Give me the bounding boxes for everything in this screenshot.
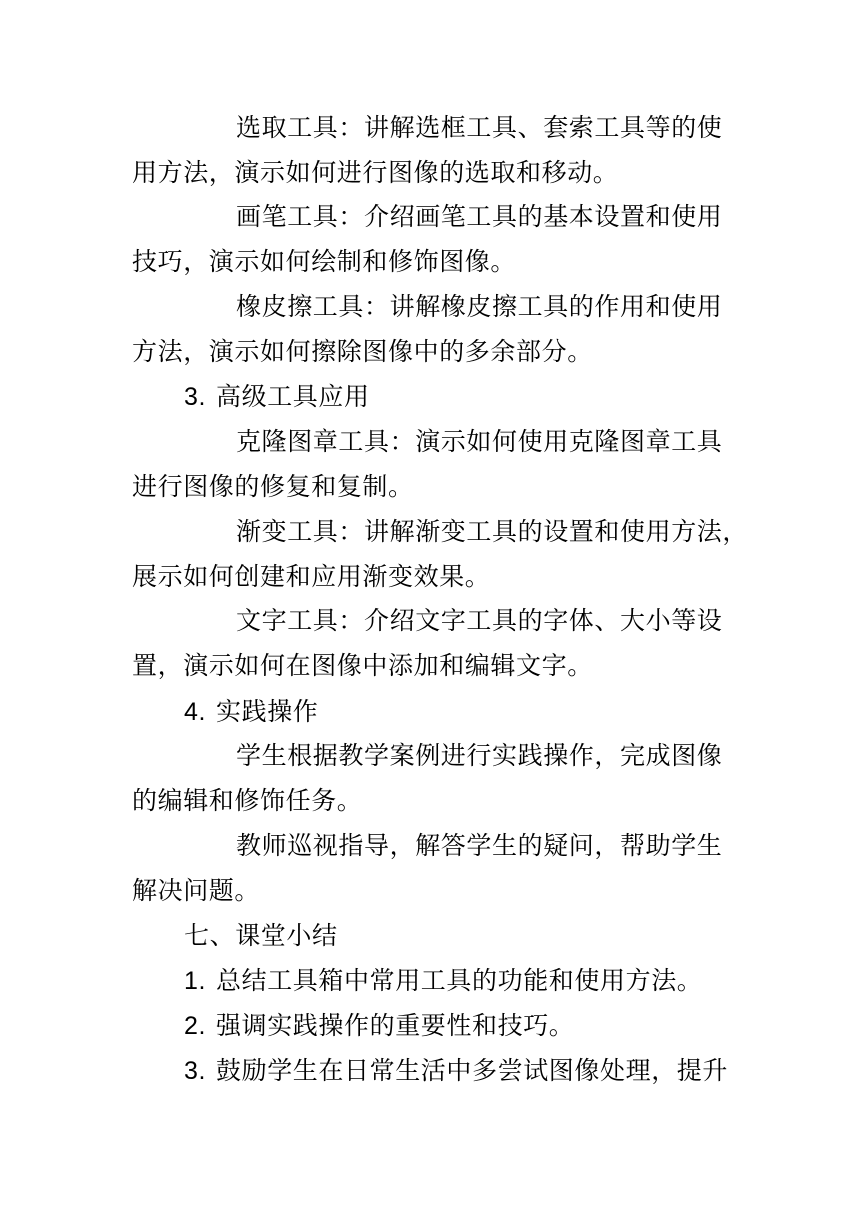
list-item-text: 总结工具箱中常用工具的功能和使用方法。 xyxy=(216,966,703,995)
paragraph-line: 技巧，演示如何绘制和修饰图像。 xyxy=(132,247,517,276)
paragraph-line: 画笔工具：介绍画笔工具的基本设置和使用 xyxy=(236,202,723,231)
paragraph-line: 克隆图章工具：演示如何使用克隆图章工具 xyxy=(236,427,723,456)
list-item xyxy=(184,1056,784,1086)
list-number: 1. xyxy=(184,967,207,995)
list-item xyxy=(184,1011,784,1041)
list-item-text: 强调实践操作的重要性和技巧。 xyxy=(216,1011,575,1040)
numbered-heading xyxy=(184,697,784,727)
paragraph-line: 的编辑和修饰任务。 xyxy=(132,786,363,815)
heading-text: 实践操作 xyxy=(216,697,319,726)
paragraph-line: 教师巡视指导，解答学生的疑问，帮助学生 xyxy=(236,831,723,860)
heading-text: 高级工具应用 xyxy=(216,382,370,411)
numbered-heading xyxy=(184,382,784,412)
paragraph-line: 文字工具：介绍文字工具的字体、大小等设 xyxy=(236,606,723,635)
paragraph-line: 进行图像的修复和复制。 xyxy=(132,472,414,501)
paragraph-line: 渐变工具：讲解渐变工具的设置和使用方法， xyxy=(236,517,749,546)
paragraph-line: 用方法，演示如何进行图像的选取和移动。 xyxy=(132,158,619,187)
list-number: 2. xyxy=(184,1012,207,1040)
paragraph-line: 学生根据教学案例进行实践操作，完成图像 xyxy=(236,741,723,770)
paragraph-line: 方法，演示如何擦除图像中的多余部分。 xyxy=(132,337,593,366)
list-item xyxy=(184,966,784,996)
list-number: 3. xyxy=(184,383,207,411)
paragraph-line: 解决问题。 xyxy=(132,876,261,905)
list-number: 4. xyxy=(184,698,207,726)
list-number: 3. xyxy=(184,1057,207,1085)
paragraph-line: 置，演示如何在图像中添加和编辑文字。 xyxy=(132,651,593,680)
paragraph-line: 选取工具：讲解选框工具、套索工具等的使 xyxy=(236,113,723,142)
paragraph-line: 展示如何创建和应用渐变效果。 xyxy=(132,562,491,591)
paragraph-line: 橡皮擦工具：讲解橡皮擦工具的作用和使用 xyxy=(236,292,723,321)
list-item-text: 鼓励学生在日常生活中多尝试图像处理，提升 xyxy=(216,1056,729,1085)
section-heading: 七、课堂小结 xyxy=(184,921,338,950)
